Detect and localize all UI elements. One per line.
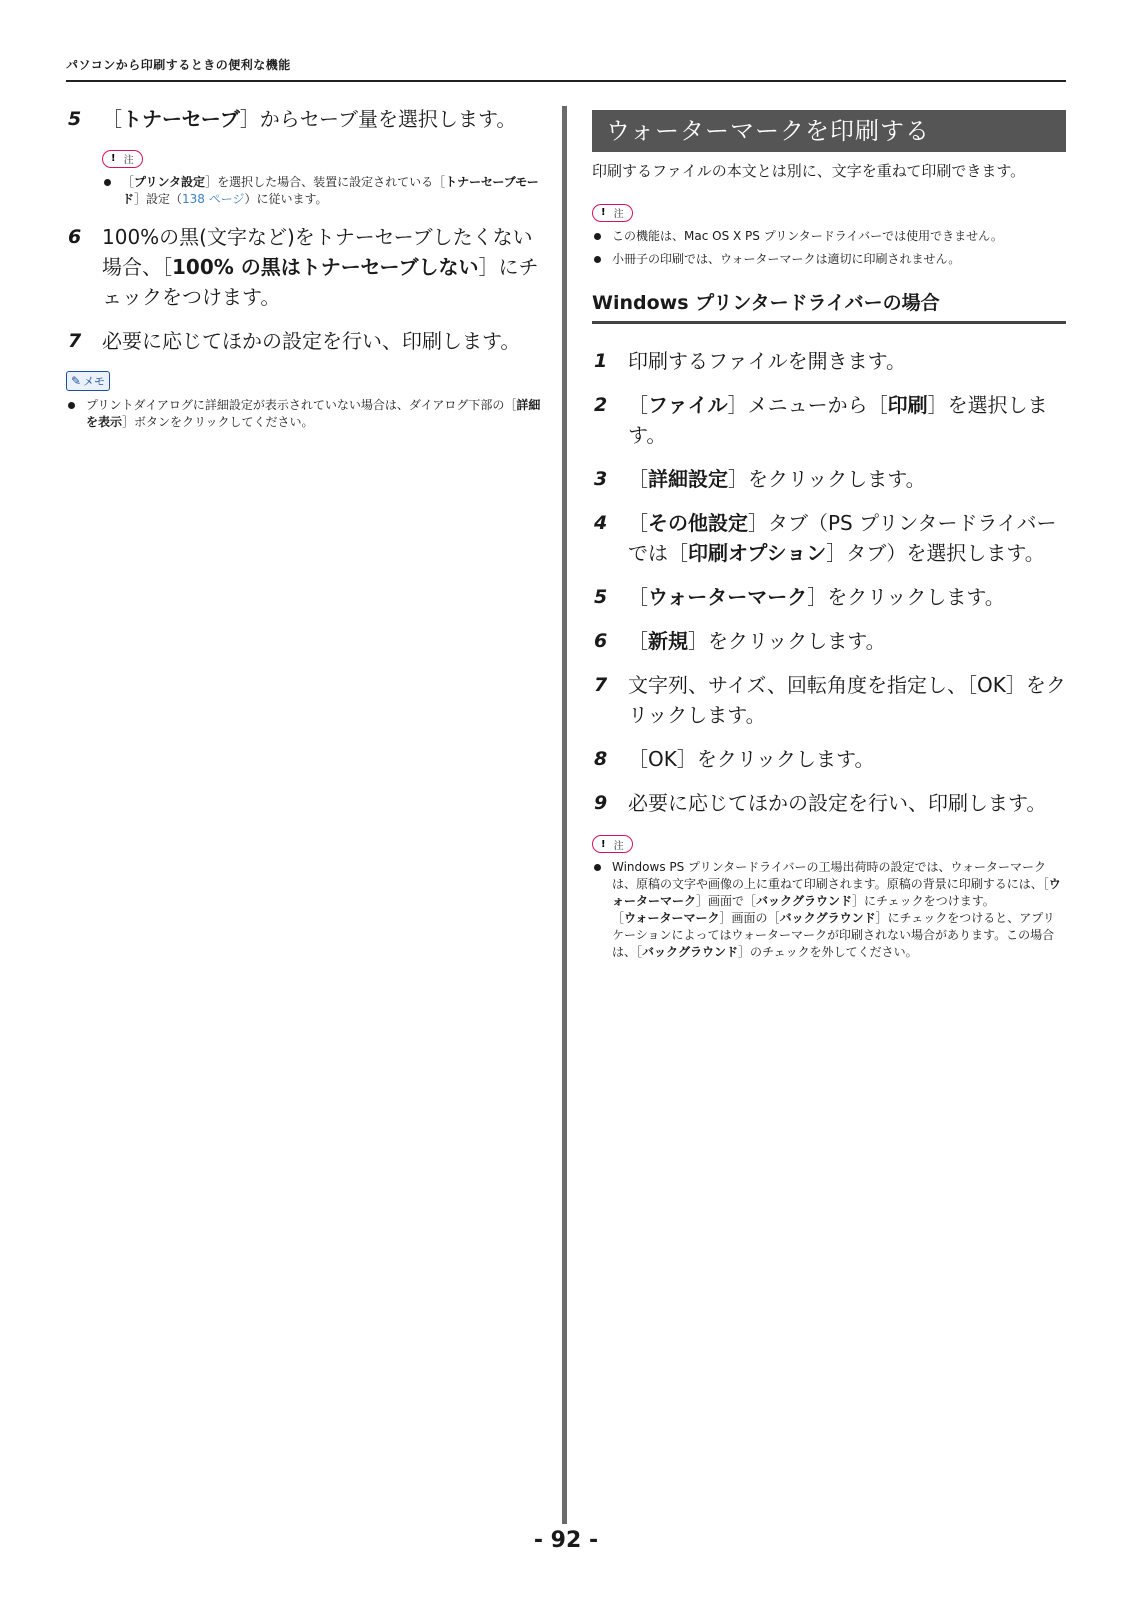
caution-label: 注: [123, 155, 134, 166]
step-5-toner-save: [66, 104, 546, 134]
section-intro: 印刷するファイルの本文とは別に、文字を重ねて印刷できます。: [592, 162, 1026, 180]
step-text: ［: [628, 584, 648, 609]
step-number: 3: [594, 467, 608, 490]
note-block-2: [592, 200, 1066, 268]
note-text-bold: バックグラウンド: [779, 911, 876, 925]
step-text-bold: 印刷オプション: [688, 540, 827, 565]
note-text: ］ボタンをクリックしてください。: [122, 414, 314, 429]
step-text: ［: [628, 392, 648, 417]
step-1: [592, 346, 1066, 376]
step-4: [592, 508, 1066, 568]
note-item: [102, 174, 546, 208]
note-block-1: [66, 146, 546, 208]
note-text-bold: トナーセーブモード: [122, 174, 539, 206]
step-text: ］をクリックします。: [688, 628, 886, 653]
step-text: ］を選択します。: [628, 392, 1048, 447]
step-text: ］からセーブ量を選択します。: [239, 107, 517, 131]
step-number: 5: [594, 585, 608, 608]
header-title: パソコンから印刷するときの便利な機能: [66, 58, 291, 72]
exclamation-icon: !: [601, 838, 606, 850]
memo-block: [66, 370, 546, 431]
step-text: ］をクリックします。: [728, 466, 926, 491]
step-text: ［: [628, 628, 648, 653]
step-text: ［: [628, 510, 648, 535]
caution-badge: [592, 204, 633, 222]
note-text: ［: [122, 174, 135, 189]
step-number: 9: [594, 791, 608, 814]
page-link[interactable]: 138 ページ: [182, 191, 245, 206]
step-text-bold: 印刷: [887, 392, 928, 417]
step-number: 4: [594, 511, 608, 534]
step-text: ［OK］をクリックします。: [628, 746, 875, 771]
step-number: 2: [594, 393, 608, 416]
step-text-bold: トナーセーブ: [122, 107, 240, 131]
windows-steps: [592, 346, 1066, 818]
step-text-bold: ファイル: [648, 392, 728, 417]
step-text: 100%の黒(文字など)をトナーセーブしたくない場合、［: [102, 224, 533, 279]
note-text: プリントダイアログに詳細設定が表示されていない場合は、ダイアログ下部の［: [86, 397, 517, 412]
step-5: [592, 582, 1066, 612]
step-7: [592, 670, 1066, 730]
step-2: [592, 390, 1066, 450]
step-number: 7: [594, 673, 608, 696]
note-text: ］画面の［: [719, 911, 780, 925]
step-text-bold: 詳細設定: [648, 466, 728, 491]
step-6-black-toner: [66, 222, 546, 312]
memo-label: メモ: [83, 374, 106, 388]
caution-label: 注: [613, 840, 624, 852]
note-text-bold: バックグラウンド: [756, 894, 853, 908]
step-text: ］にチェックをつけます。: [102, 254, 539, 309]
step-7-print: [66, 326, 546, 356]
note-text-bold: ウォーターマーク: [624, 911, 720, 925]
right-column: [592, 110, 1066, 967]
note-item: この機能は、Mac OS X PS プリンタードライバーでは使用できません。: [592, 228, 1066, 245]
step-text-bold: 新規: [648, 628, 688, 653]
note-text: ］を選択した場合、装置に設定されている［: [205, 174, 446, 189]
step-8: [592, 744, 1066, 774]
column-divider: [562, 106, 567, 1524]
caution-badge: [102, 150, 143, 168]
note-item: [592, 859, 1066, 961]
left-column: [66, 104, 546, 437]
memo-item: [66, 397, 546, 431]
header-rule: [66, 80, 1066, 82]
exclamation-icon: !: [601, 207, 606, 218]
step-text: 必要に応じてほかの設定を行い、印刷します。: [628, 790, 1047, 815]
note-text: ］設定（: [134, 191, 183, 206]
note-text: ］にチェックをつけると、アプリケーションによってはウォーターマークが印刷されない場合があります。この場合は、［: [612, 911, 1055, 959]
step-text-bold: 100% の黒はトナーセーブしない: [172, 254, 479, 279]
page-header: [66, 56, 1066, 73]
step-text-bold: ウォーターマーク: [648, 584, 808, 609]
memo-list: [66, 397, 546, 431]
step-3: [592, 464, 1066, 494]
step-6: [592, 626, 1066, 656]
step-text: 必要に応じてほかの設定を行い、印刷します。: [102, 328, 521, 353]
note-text: ）に従います。: [244, 191, 328, 206]
note-item: 小冊子の印刷では、ウォーターマークは適切に印刷されません。: [592, 251, 1066, 268]
note-list: [592, 859, 1066, 961]
note-block-3: [592, 832, 1066, 962]
step-number: 1: [594, 349, 608, 372]
step-text: ］タブ（PS プリンタードライバーでは［: [628, 510, 1057, 565]
note-text-bold: ウォーターマーク: [612, 877, 1061, 908]
subsection-heading: Windows プリンタードライバーの場合: [592, 288, 1066, 324]
pencil-icon: ✎: [71, 373, 82, 388]
memo-badge: [66, 371, 110, 391]
step-text: 文字列、サイズ、回転角度を指定し、［OK］をクリックします。: [628, 672, 1066, 727]
step-number: 8: [594, 747, 608, 770]
note-text: ］のチェックを外してください。: [738, 945, 918, 959]
caution-label: 注: [613, 209, 624, 220]
step-text: ］をクリックします。: [807, 584, 1005, 609]
step-text: ［: [102, 107, 122, 131]
step-number: 6: [68, 225, 82, 248]
caution-badge: [592, 835, 633, 853]
section-banner: ウォーターマークを印刷する: [592, 110, 1066, 152]
exclamation-icon: !: [111, 153, 116, 164]
step-text: 印刷するファイルを開きます。: [628, 348, 906, 373]
step-text: ［: [628, 466, 648, 491]
page-number: - 92 -: [533, 1528, 599, 1553]
step-text: ］メニューから［: [727, 392, 888, 417]
note-text: ］画面で［: [696, 894, 757, 908]
note-text: ］にチェックをつけます。: [852, 894, 995, 908]
step-number: 7: [68, 329, 82, 352]
step-9: [592, 788, 1066, 818]
note-text: Windows PS プリンタードライバーの工場出荷時の設定では、ウォーターマークは、原稿の文字や画像の上に重ねて印刷されます。原稿の背景に印刷するには、［: [612, 860, 1049, 891]
step-text-bold: その他設定: [648, 510, 748, 535]
step-number: 5: [68, 108, 82, 130]
note-list: [102, 174, 546, 208]
note-text-bold: バックグラウンド: [642, 945, 739, 959]
note-text-bold: 詳細を表示: [86, 397, 541, 429]
note-text-bold: プリンタ設定: [134, 174, 206, 189]
note-list: [592, 228, 1066, 268]
step-text: ］タブ）を選択します。: [826, 540, 1045, 565]
step-number: 6: [594, 629, 608, 652]
note-text: ［: [612, 911, 625, 925]
